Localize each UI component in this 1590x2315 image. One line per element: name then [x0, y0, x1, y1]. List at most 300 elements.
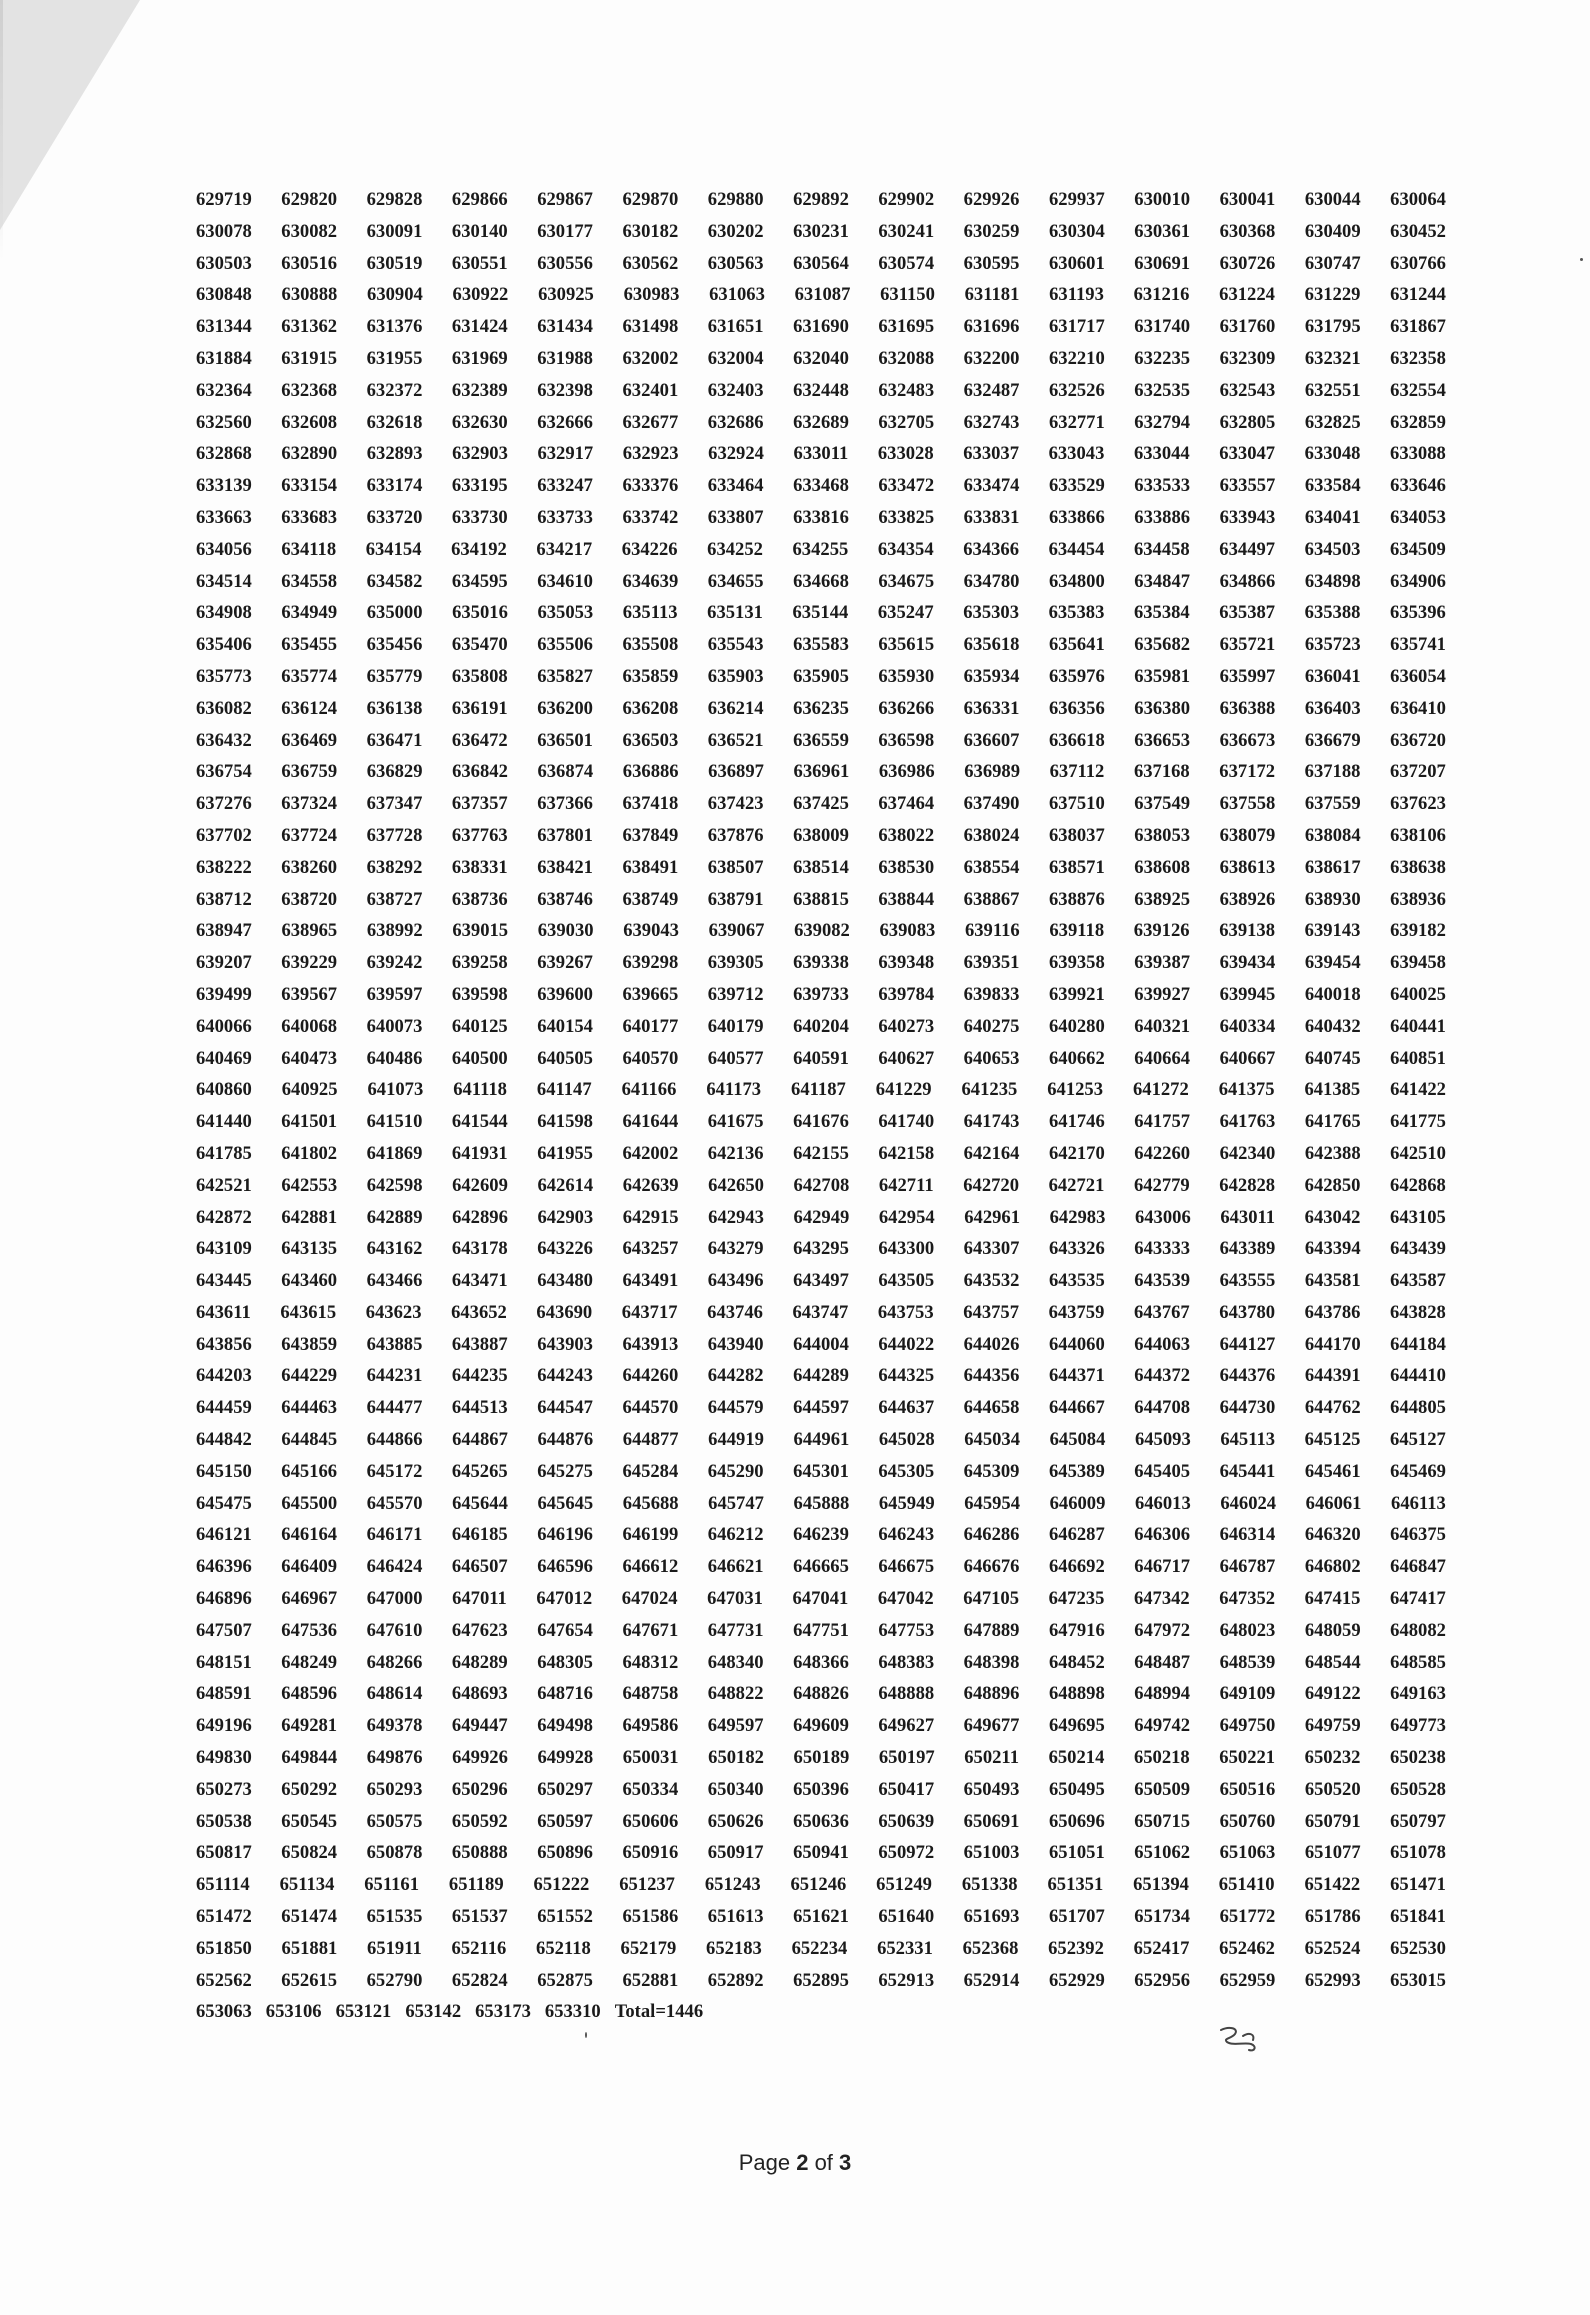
roll-number: 651114 — [196, 1874, 250, 1896]
roll-number: 641229 — [875, 1079, 932, 1101]
number-row — [196, 1106, 1446, 1138]
roll-number: 634497 — [1219, 538, 1276, 560]
roll-number: 650715 — [1134, 1810, 1191, 1832]
roll-number: 648716 — [537, 1683, 593, 1705]
roll-number: 644063 — [1134, 1333, 1191, 1355]
roll-number: 634866 — [1219, 570, 1276, 592]
roll-number: 635383 — [1048, 602, 1105, 624]
roll-number: 653015 — [1390, 1969, 1446, 1991]
roll-number: 640662 — [1048, 1047, 1105, 1069]
roll-number: 642903 — [537, 1206, 594, 1228]
roll-number: 648151 — [196, 1651, 252, 1673]
roll-number: 644127 — [1219, 1333, 1276, 1355]
roll-number: 650941 — [793, 1842, 849, 1864]
roll-number: 633048 — [1304, 443, 1361, 465]
roll-number: 651161 — [364, 1874, 420, 1896]
roll-number: 639298 — [622, 952, 679, 974]
roll-number: 636521 — [707, 729, 764, 751]
roll-number: 635930 — [878, 665, 935, 687]
roll-number: 640441 — [1390, 1015, 1446, 1037]
roll-number: 632200 — [963, 347, 1020, 369]
roll-number: 632618 — [366, 411, 423, 433]
roll-number: 652392 — [1048, 1937, 1104, 1959]
roll-number: 646675 — [878, 1556, 935, 1578]
roll-number: 631229 — [1304, 284, 1361, 306]
roll-number: 642136 — [707, 1142, 764, 1164]
number-row — [196, 1138, 1446, 1170]
number-row — [196, 1551, 1446, 1583]
roll-number: 647753 — [878, 1619, 935, 1641]
roll-number: 644463 — [281, 1397, 338, 1419]
roll-number: 645113 — [1220, 1429, 1276, 1451]
roll-number: 647610 — [366, 1619, 423, 1641]
roll-number: 643611 — [196, 1301, 251, 1323]
roll-number: 651911 — [367, 1937, 422, 1959]
roll-number: 653063 — [196, 2001, 252, 2023]
roll-number: 636989 — [964, 761, 1021, 783]
roll-number: 644805 — [1390, 1397, 1446, 1419]
roll-number: 644229 — [281, 1365, 338, 1387]
roll-number: 633043 — [1048, 443, 1105, 465]
number-row — [196, 725, 1446, 757]
roll-number: 640500 — [451, 1047, 508, 1069]
roll-number: 650626 — [707, 1810, 764, 1832]
roll-number: 647417 — [1390, 1588, 1446, 1610]
roll-number: 645305 — [878, 1460, 935, 1482]
roll-number: 632893 — [366, 443, 423, 465]
roll-number: 630904 — [367, 284, 423, 306]
roll-number: 634154 — [365, 538, 422, 560]
roll-number: 649926 — [452, 1747, 508, 1769]
roll-number: 651078 — [1390, 1842, 1446, 1864]
roll-number: 643623 — [365, 1301, 422, 1323]
number-row — [196, 216, 1446, 248]
roll-number: 632608 — [281, 411, 338, 433]
roll-number: 642510 — [1390, 1142, 1446, 1164]
roll-number: 633584 — [1304, 475, 1361, 497]
roll-number: 633529 — [1048, 475, 1105, 497]
number-row — [196, 1901, 1446, 1933]
roll-number: 640486 — [366, 1047, 423, 1069]
roll-number: 648305 — [537, 1651, 593, 1673]
roll-number: 640860 — [196, 1079, 252, 1101]
roll-number: 648596 — [281, 1683, 338, 1705]
roll-number: 643652 — [451, 1301, 507, 1323]
roll-number: 644022 — [878, 1333, 935, 1355]
roll-number: 638608 — [1134, 856, 1191, 878]
roll-number: 650221 — [1219, 1747, 1276, 1769]
roll-number: 647012 — [536, 1588, 593, 1610]
roll-number: 651734 — [1134, 1906, 1191, 1928]
roll-number: 637464 — [878, 793, 935, 815]
roll-number: 636607 — [963, 729, 1020, 751]
page-total: 3 — [839, 2150, 852, 2175]
roll-number: 638079 — [1219, 824, 1276, 846]
roll-number: 631795 — [1304, 316, 1361, 338]
roll-number: 644477 — [366, 1397, 423, 1419]
roll-number: 652462 — [1219, 1937, 1275, 1959]
roll-number: 634255 — [792, 538, 849, 560]
roll-number: 651535 — [366, 1906, 423, 1928]
roll-number: 649609 — [793, 1715, 849, 1737]
roll-number: 651338 — [961, 1874, 1018, 1896]
roll-number: 643257 — [622, 1238, 679, 1260]
roll-number: 643394 — [1304, 1238, 1361, 1260]
roll-number: 641272 — [1132, 1079, 1189, 1101]
roll-number: 642889 — [366, 1206, 423, 1228]
roll-number: 639921 — [1048, 983, 1105, 1005]
roll-number: 643497 — [793, 1270, 849, 1292]
roll-number: 635396 — [1390, 602, 1446, 624]
roll-number: 633154 — [281, 475, 338, 497]
roll-number: 634217 — [536, 538, 593, 560]
roll-number: 640432 — [1304, 1015, 1361, 1037]
roll-number: 634595 — [451, 570, 508, 592]
roll-number: 649830 — [196, 1747, 252, 1769]
roll-number: 639454 — [1304, 952, 1361, 974]
roll-number: 637559 — [1304, 793, 1361, 815]
roll-number: 635997 — [1219, 665, 1276, 687]
roll-number: 642553 — [281, 1174, 338, 1196]
roll-number: 629820 — [281, 189, 338, 210]
roll-number: 638222 — [196, 856, 252, 878]
roll-number: 636041 — [1304, 665, 1361, 687]
roll-number: 651249 — [876, 1874, 932, 1896]
page-current: 2 — [796, 2150, 809, 2175]
roll-number: 646314 — [1219, 1524, 1276, 1546]
roll-number: 631362 — [281, 316, 338, 338]
roll-number: 634454 — [1048, 538, 1105, 560]
roll-number: 629937 — [1048, 189, 1105, 210]
roll-number: 637425 — [793, 793, 849, 815]
roll-number: 639598 — [451, 983, 508, 1005]
roll-number: 646164 — [281, 1524, 338, 1546]
roll-number: 636235 — [793, 697, 849, 719]
roll-number: 638491 — [622, 856, 679, 878]
roll-number: 631915 — [281, 347, 338, 369]
roll-number: 648826 — [793, 1683, 849, 1705]
roll-number: 646013 — [1134, 1492, 1191, 1514]
roll-number: 633683 — [281, 506, 338, 528]
roll-number: 643162 — [366, 1238, 423, 1260]
roll-number: 634056 — [196, 538, 252, 560]
roll-number: 635506 — [537, 634, 593, 656]
roll-number: 641166 — [621, 1079, 677, 1101]
roll-number: 649378 — [366, 1715, 423, 1737]
roll-number: 644026 — [963, 1333, 1020, 1355]
roll-number: 643226 — [537, 1238, 593, 1260]
roll-number: 652179 — [620, 1937, 677, 1959]
number-row — [196, 438, 1446, 470]
roll-number: 650031 — [622, 1747, 679, 1769]
roll-number: 644235 — [451, 1365, 508, 1387]
roll-number: 645954 — [964, 1492, 1021, 1514]
roll-number: 630564 — [793, 252, 849, 274]
roll-number: 635618 — [963, 634, 1020, 656]
roll-number: 642872 — [196, 1206, 252, 1228]
roll-number: 651003 — [963, 1842, 1020, 1864]
roll-number: 634898 — [1304, 570, 1361, 592]
roll-number: 644730 — [1219, 1397, 1276, 1419]
roll-number: 637188 — [1304, 761, 1361, 783]
roll-number: 648289 — [451, 1651, 508, 1673]
roll-number: 641173 — [706, 1079, 762, 1101]
roll-number: 636886 — [622, 761, 679, 783]
roll-number: 635905 — [793, 665, 849, 687]
roll-number: 644876 — [537, 1429, 594, 1451]
roll-number: 631955 — [366, 347, 423, 369]
roll-number: 634610 — [537, 570, 593, 592]
roll-number: 653173 — [475, 2001, 531, 2023]
roll-number: 635131 — [707, 602, 763, 624]
roll-number: 646024 — [1220, 1492, 1277, 1514]
roll-number: 641746 — [1048, 1111, 1105, 1133]
roll-number: 648383 — [878, 1651, 935, 1673]
roll-number: 638736 — [451, 888, 508, 910]
roll-number: 642002 — [622, 1142, 679, 1164]
number-row — [196, 1424, 1446, 1456]
roll-number: 643759 — [1048, 1301, 1105, 1323]
roll-number: 633044 — [1133, 443, 1190, 465]
roll-number: 646596 — [537, 1556, 593, 1578]
roll-number: 647352 — [1219, 1588, 1276, 1610]
roll-number: 632677 — [622, 411, 679, 433]
roll-number: 637623 — [1390, 793, 1446, 815]
roll-number: 632890 — [281, 443, 338, 465]
roll-number: 649122 — [1304, 1683, 1361, 1705]
roll-number: 650495 — [1048, 1778, 1105, 1800]
roll-number: 650636 — [793, 1810, 849, 1832]
roll-number: 640204 — [793, 1015, 849, 1037]
roll-number: 644877 — [622, 1429, 679, 1451]
roll-number: 646306 — [1134, 1524, 1191, 1546]
roll-number: 637728 — [366, 824, 423, 846]
roll-number: 643747 — [792, 1301, 849, 1323]
number-row — [196, 1583, 1446, 1615]
roll-number: 649586 — [622, 1715, 679, 1737]
roll-number: 635779 — [366, 665, 423, 687]
roll-number: 649447 — [451, 1715, 508, 1737]
roll-number: 636897 — [708, 761, 764, 783]
roll-number: 635384 — [1133, 602, 1190, 624]
roll-number: 646061 — [1305, 1492, 1362, 1514]
roll-number: 643767 — [1133, 1301, 1190, 1323]
roll-number: 639665 — [622, 983, 679, 1005]
roll-number: 641510 — [366, 1111, 423, 1133]
roll-number: 648888 — [878, 1683, 935, 1705]
roll-number: 650189 — [793, 1747, 850, 1769]
roll-number: 645301 — [793, 1460, 849, 1482]
roll-number: 632448 — [793, 379, 849, 401]
roll-number: 634366 — [963, 538, 1019, 560]
roll-number: 646676 — [963, 1556, 1020, 1578]
roll-number: 648585 — [1390, 1651, 1446, 1673]
roll-number: 645645 — [537, 1492, 594, 1514]
number-row — [196, 407, 1446, 439]
page-label-prefix: Page — [738, 2150, 797, 2175]
roll-number: 636388 — [1219, 697, 1276, 719]
roll-number: 648082 — [1390, 1619, 1446, 1641]
roll-number: 653121 — [335, 2001, 392, 2023]
roll-number: 650509 — [1134, 1778, 1191, 1800]
roll-number: 640321 — [1134, 1015, 1191, 1037]
roll-number: 643295 — [793, 1238, 849, 1260]
roll-number: 630925 — [538, 284, 594, 306]
roll-number: 650211 — [964, 1747, 1019, 1769]
roll-number: 642881 — [281, 1206, 338, 1228]
roll-number: 630409 — [1304, 220, 1361, 242]
roll-number: 641375 — [1218, 1079, 1275, 1101]
number-row — [196, 1678, 1446, 1710]
roll-number: 640066 — [196, 1015, 252, 1037]
roll-number: 638926 — [1219, 888, 1276, 910]
roll-number: 648591 — [196, 1683, 252, 1705]
roll-number: 638749 — [622, 888, 679, 910]
roll-number: 634354 — [877, 538, 934, 560]
roll-number: 642650 — [708, 1174, 764, 1196]
roll-number: 652530 — [1390, 1937, 1446, 1959]
roll-number: 646196 — [537, 1524, 593, 1546]
roll-number: 640505 — [537, 1047, 593, 1069]
roll-number: 651772 — [1219, 1906, 1276, 1928]
roll-number: 648898 — [1048, 1683, 1105, 1705]
roll-number: 648544 — [1304, 1651, 1361, 1673]
roll-number: 638106 — [1390, 824, 1446, 846]
roll-number: 637549 — [1134, 793, 1191, 815]
roll-number: 641763 — [1219, 1111, 1276, 1133]
roll-number: 639927 — [1134, 983, 1191, 1005]
roll-number: 640851 — [1390, 1047, 1446, 1069]
roll-number: 636679 — [1304, 729, 1361, 751]
roll-number: 633195 — [451, 475, 508, 497]
roll-number: 645309 — [963, 1460, 1020, 1482]
roll-number: 647415 — [1304, 1588, 1361, 1610]
roll-number: 644372 — [1134, 1365, 1191, 1387]
roll-number: 635470 — [451, 634, 508, 656]
roll-number: 639083 — [879, 920, 936, 942]
roll-number: 630140 — [451, 220, 508, 242]
roll-number: 632689 — [793, 411, 849, 433]
number-row — [196, 184, 1446, 216]
roll-number: 635000 — [366, 602, 423, 624]
roll-number: 634192 — [451, 538, 507, 560]
roll-number: 642158 — [878, 1142, 935, 1164]
roll-number: 641765 — [1304, 1111, 1361, 1133]
roll-number: 635247 — [877, 602, 934, 624]
roll-number: 634949 — [281, 602, 338, 624]
roll-number: 639267 — [537, 952, 593, 974]
roll-number: 648758 — [622, 1683, 679, 1705]
roll-number: 639182 — [1390, 920, 1446, 942]
roll-number: 640745 — [1304, 1047, 1361, 1069]
roll-number: 637324 — [281, 793, 338, 815]
roll-number: 640073 — [366, 1015, 423, 1037]
roll-number: 639458 — [1390, 952, 1446, 974]
roll-number: 637490 — [963, 793, 1020, 815]
roll-number: 643439 — [1390, 1238, 1446, 1260]
number-row — [196, 343, 1446, 375]
roll-number: 632210 — [1048, 347, 1105, 369]
roll-number: 648614 — [366, 1683, 423, 1705]
roll-number: 652914 — [963, 1969, 1020, 1991]
roll-number: 649281 — [281, 1715, 338, 1737]
roll-number: 642521 — [196, 1174, 252, 1196]
roll-number: 643178 — [451, 1238, 508, 1260]
roll-number: 630259 — [963, 220, 1020, 242]
roll-number: 633866 — [1048, 506, 1105, 528]
roll-number: 649597 — [707, 1715, 764, 1737]
roll-number: 641644 — [622, 1111, 679, 1133]
roll-number: 632403 — [707, 379, 764, 401]
roll-number: 630078 — [196, 220, 252, 242]
number-row — [196, 1265, 1446, 1297]
roll-number: 638617 — [1304, 856, 1361, 878]
roll-number: 651410 — [1218, 1874, 1275, 1896]
roll-number: 643780 — [1219, 1301, 1276, 1323]
roll-number: 643042 — [1304, 1206, 1361, 1228]
roll-number: 651246 — [790, 1874, 847, 1896]
roll-number: 650293 — [366, 1778, 423, 1800]
roll-number: 635773 — [196, 665, 252, 687]
roll-number: 650817 — [196, 1842, 252, 1864]
roll-number: 637702 — [196, 824, 252, 846]
roll-number: 649627 — [878, 1715, 935, 1737]
roll-number: 640154 — [537, 1015, 593, 1037]
roll-number: 630202 — [707, 220, 764, 242]
page-number — [0, 2150, 1590, 2176]
roll-number: 644708 — [1134, 1397, 1191, 1419]
roll-number: 635741 — [1390, 634, 1446, 656]
roll-number: 646113 — [1391, 1492, 1446, 1514]
roll-number: 644371 — [1048, 1365, 1105, 1387]
roll-number: 639043 — [623, 920, 679, 942]
roll-number: 642949 — [793, 1206, 850, 1228]
roll-number: 636653 — [1134, 729, 1191, 751]
roll-number: 648312 — [622, 1651, 679, 1673]
folded-corner — [0, 0, 140, 230]
roll-number: 652881 — [622, 1969, 679, 1991]
roll-number: 635144 — [792, 602, 849, 624]
roll-number: 630519 — [366, 252, 423, 274]
roll-number: 651134 — [279, 1874, 335, 1896]
roll-number: 649742 — [1134, 1715, 1191, 1737]
roll-number: 641785 — [196, 1142, 252, 1164]
roll-number: 636331 — [963, 697, 1020, 719]
roll-number: 637172 — [1219, 761, 1276, 783]
roll-number: 650493 — [963, 1778, 1020, 1800]
roll-number: 630922 — [452, 284, 509, 306]
roll-number: 641187 — [791, 1079, 846, 1101]
roll-number: 646375 — [1390, 1524, 1446, 1546]
roll-number: 643389 — [1219, 1238, 1276, 1260]
roll-number: 644391 — [1304, 1365, 1361, 1387]
roll-number: 644243 — [537, 1365, 593, 1387]
number-row — [196, 1170, 1446, 1202]
roll-number: 643011 — [1220, 1206, 1276, 1228]
roll-number: 639126 — [1133, 920, 1190, 942]
roll-number: 631376 — [366, 316, 423, 338]
page-of: of — [808, 2150, 840, 2175]
roll-number: 649163 — [1390, 1683, 1446, 1705]
roll-number: 636082 — [196, 697, 252, 719]
roll-number: 633047 — [1219, 443, 1276, 465]
roll-number: 636874 — [537, 761, 594, 783]
roll-number: 644919 — [708, 1429, 764, 1451]
roll-number: 647916 — [1048, 1619, 1105, 1641]
roll-number: 640653 — [963, 1047, 1020, 1069]
roll-number: 652993 — [1304, 1969, 1361, 1991]
roll-number: 630304 — [1048, 220, 1105, 242]
